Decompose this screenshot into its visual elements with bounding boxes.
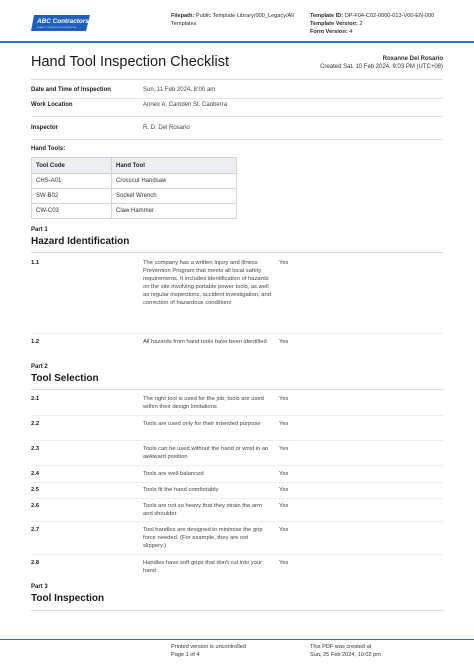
- item-divider: [31, 440, 443, 441]
- item-answer: Yes: [279, 260, 289, 266]
- column-header: Hand Tool: [112, 158, 237, 174]
- item-question: Tools can be used without the hand or wrist in an awkward position: [143, 446, 269, 460]
- item-answer: Yes: [279, 421, 289, 427]
- table-row: [32, 174, 237, 189]
- item-answer: Yes: [279, 560, 289, 566]
- item-question: Tools are used only for their intended purpose: [143, 421, 261, 427]
- form-version-label: Form Version:: [310, 29, 348, 35]
- template-id-value: DP-F04-C02-0000-013-V00-EN-000: [344, 13, 435, 19]
- part-1-label: Part 1: [31, 227, 48, 233]
- item-answer: Yes: [279, 446, 289, 452]
- section-divider: [31, 389, 443, 390]
- item-question: The right tool is used for the job; tools are used within their design limitations: [143, 396, 264, 410]
- item-number: 2.8: [31, 560, 40, 566]
- item-divider: [31, 415, 443, 416]
- item-question: The company has a written Injury and Illness Prevention Program that meets all local safety requirements. It includes identification of hazards on the site involving portable power tools, as well as regular inspections, accident investigation, and correction of hazardous conditions: [143, 260, 271, 306]
- footer-left: [171, 643, 246, 659]
- logo-tagline: QUALITY CONSTRUCTION SERVICES: [37, 27, 77, 29]
- part-1-title: Hazard Identification: [31, 236, 130, 247]
- page-title: Hand Tool Inspection Checklist: [31, 54, 230, 70]
- item-answer: Yes: [279, 471, 289, 477]
- author-name: Roxanne Del Rosario: [382, 56, 443, 62]
- tool-code-cell: CHS-A01: [32, 174, 112, 189]
- item-answer: Yes: [279, 503, 289, 509]
- item-question: Tool handles are designed to minimise the grip force needed. (For example, they are not slippery.): [143, 527, 263, 549]
- header-divider: [0, 41, 474, 43]
- document-header: [0, 0, 474, 42]
- field-divider: [31, 139, 443, 140]
- section-divider: [31, 610, 443, 611]
- part-3-label: Part 3: [31, 584, 48, 590]
- item-answer: Yes: [279, 396, 289, 402]
- item-question: Tools are not so heavy that they strain the arm and shoulder: [143, 503, 262, 517]
- footer-divider: [0, 639, 474, 640]
- form-version-value: 4: [349, 29, 353, 35]
- column-header: Tool Code: [32, 158, 112, 174]
- item-divider: [31, 498, 443, 499]
- tool-code-cell: SW-B02: [32, 189, 112, 204]
- item-divider: [31, 521, 443, 522]
- item-divider: [31, 333, 443, 334]
- item-number: 2.2: [31, 421, 40, 427]
- item-question: Handles have soft grips that don't cut into your hand: [143, 560, 263, 574]
- pdf-created-date: Sun, 25 Feb 2024, 10:02 pm: [310, 652, 381, 658]
- item-number: 2.3: [31, 446, 40, 452]
- hand-tool-cell: Claw Hammer: [112, 204, 237, 219]
- item-answer: Yes: [279, 487, 289, 493]
- hand-tools-table: [31, 157, 237, 219]
- title-divider: [31, 79, 443, 80]
- template-info-block: [310, 12, 470, 36]
- template-version-value: 2: [359, 21, 363, 27]
- footer-right: [310, 643, 381, 659]
- item-answer: Yes: [279, 527, 289, 533]
- item-divider: [31, 482, 443, 483]
- item-number: 2.7: [31, 527, 40, 533]
- item-divider: [31, 465, 443, 466]
- part-2-title: Tool Selection: [31, 373, 99, 384]
- hand-tool-cell: Crosscut Handsaw: [112, 174, 237, 189]
- part-2-label: Part 2: [31, 364, 48, 370]
- field-label: Work Location: [31, 102, 73, 108]
- field-label: Inspector: [31, 125, 59, 131]
- part-3-title: Tool Inspection: [31, 593, 105, 604]
- item-number: 1.1: [31, 260, 40, 266]
- field-divider: [31, 116, 443, 117]
- table-row: [32, 189, 237, 204]
- item-question: All hazards from hand tools have been identified: [143, 339, 267, 345]
- author-block: [320, 56, 443, 71]
- created-date: Created Sat, 10 Feb 2024, 9:03 PM (UTC+08): [320, 63, 443, 70]
- section-divider: [31, 252, 443, 253]
- field-value: Sun, 11 Feb 2024, 8:00 am: [143, 87, 216, 93]
- item-number: 2.6: [31, 503, 40, 509]
- table-header-row: [32, 158, 237, 174]
- page-number: Page 1 of 4: [171, 652, 200, 658]
- field-divider: [31, 98, 443, 99]
- template-version-label: Template Version:: [310, 21, 358, 27]
- item-question: Tools are well-balanced: [143, 471, 204, 477]
- template-id-label: Template ID:: [310, 13, 344, 19]
- item-divider: [31, 554, 443, 555]
- hand-tools-label: Hand Tools:: [31, 146, 66, 152]
- item-answer: Yes: [279, 339, 289, 345]
- item-number: 1.2: [31, 339, 40, 345]
- filepath-block: [171, 12, 306, 28]
- tool-code-cell: CW-C03: [32, 204, 112, 219]
- hand-tool-cell: Socket Wrench: [112, 189, 237, 204]
- field-label: Date and Time of Inspection: [31, 87, 111, 93]
- logo-text: ABC Contractors: [37, 18, 89, 25]
- field-value: Annex A, Camden St. Canberra: [143, 102, 228, 108]
- table-row: [32, 204, 237, 219]
- pdf-created-label: This PDF was created at: [310, 644, 372, 650]
- item-number: 2.4: [31, 471, 40, 477]
- company-logo: [31, 13, 93, 33]
- item-number: 2.1: [31, 396, 40, 402]
- uncontrolled-notice: Printed version is uncontrolled: [171, 644, 246, 650]
- item-question: Tools fit the hand comfortably: [143, 487, 219, 493]
- filepath-value: Public Template Library/000_Legacy/All Templates: [171, 13, 294, 27]
- field-value: R. D. Del Rosario: [143, 125, 190, 131]
- item-number: 2.5: [31, 487, 40, 493]
- filepath-label: Filepath:: [171, 13, 195, 19]
